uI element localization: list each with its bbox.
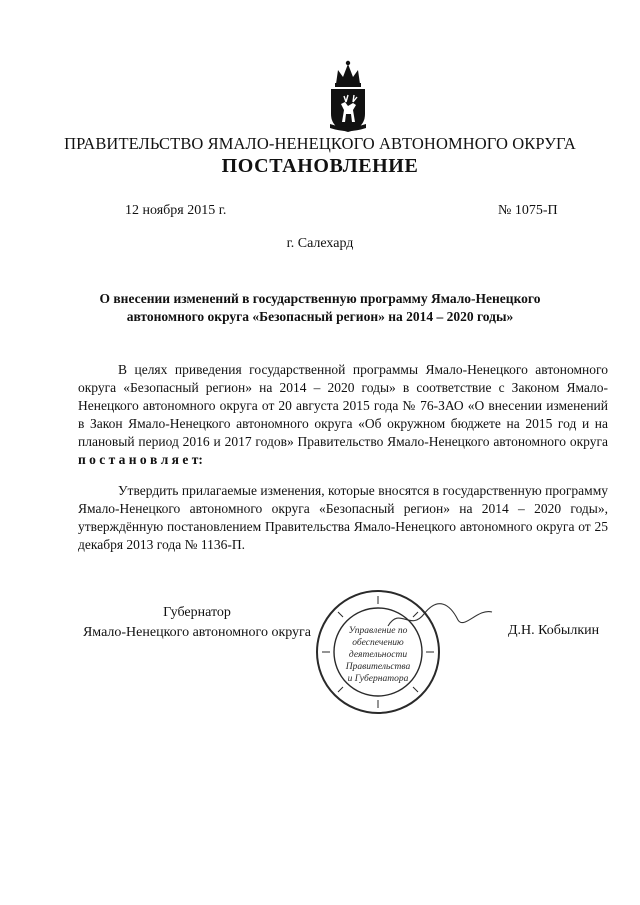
coat-of-arms-emblem: [326, 58, 370, 134]
stamp-line-5: и Губернатора: [347, 674, 409, 684]
document-type: ПОСТАНОВЛЕНИЕ: [221, 155, 419, 177]
stamp-line-3: деятельности: [348, 650, 408, 660]
official-stamp: [314, 588, 442, 716]
government-name: ПРАВИТЕЛЬСТВО ЯМАЛО-НЕНЕЦКОГО АВТОНОМНОГО ОКРУГА: [64, 134, 576, 153]
title-line-2: автономного округа «Безопасный регион» на 2014 – 2020 годы»: [126, 309, 514, 324]
stamp-line-2: обеспечению: [352, 638, 404, 648]
stamp-line-4: Правительства: [345, 662, 411, 672]
title-line-1: О внесении изменений в государственную программу Ямало-Ненецкого: [99, 291, 541, 306]
resolves-word: п о с т а н о в л я е т:: [78, 452, 203, 467]
document-city: г. Салехард: [286, 236, 354, 251]
paragraph-1-text: В целях приведения государственной программы Ямало-Ненецкого автономного округа «Безопасный регион» на 2014 – 2020 годы» в соответствие с Законом Ямало-Ненецкого автономного округа от 20 августа 2015 года № 76-ЗАО «О внесении изменений в Закон Ямало-Ненецкого автономного округа «Об окружном бюджете на 2015 год и на плановый период 2016 и 2017 годов» Правительство Ямало-Ненецкого автономного округа: [78, 362, 608, 449]
document-date: 12 ноября 2015 г.: [125, 203, 227, 218]
document-title: [60, 290, 580, 326]
body-paragraph-1: [78, 361, 608, 469]
signatory-title-line-2: Ямало-Ненецкого автономного округа: [82, 625, 312, 640]
document-number: № 1075-П: [498, 203, 558, 218]
signatory-title-line-1: Губернатор: [163, 605, 231, 620]
signatory-title: [78, 603, 316, 643]
stamp-line-1: Управление по: [348, 626, 408, 636]
signatory-name: Д.Н. Кобылкин: [508, 623, 600, 638]
body-paragraph-2: Утвердить прилагаемые изменения, которые вносятся в государственную программу Ямало-Ненецкого автономного округа «Безопасный регион» на 2014 – 2020 годы», утверждённую постановлением Правительства Ямало-Ненецкого автономного округа от 25 декабря 2013 года № 1136-П.: [78, 483, 608, 552]
